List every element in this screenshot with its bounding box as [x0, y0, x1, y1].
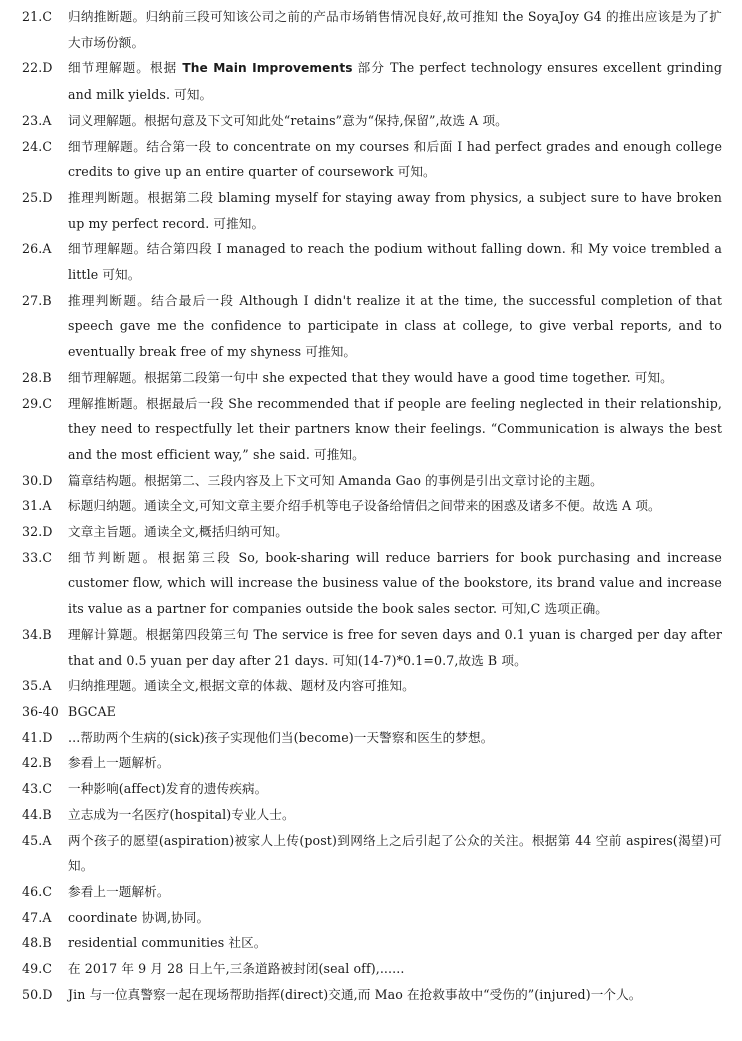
text-segment: 推理判断题。结合最后一段 Although I didn't realize it at the time, the successful completion of that speech gave me the confidence to participate in class at college, to give verbal reports, and to eventually break free of my shyness 可推知。	[68, 292, 722, 360]
answer-item	[22, 725, 722, 751]
answer-item	[22, 956, 722, 982]
text-segment: 细节理解题。根据第二段第一句中 she expected that they would have a good time together. 可知。	[68, 369, 673, 385]
explanation-text	[68, 493, 722, 519]
text-segment: 部分 The perfect technology ensures excellent grinding and milk yields. 可知。	[68, 60, 722, 103]
explanation-text	[68, 4, 722, 55]
answer-item	[22, 622, 722, 673]
text-segment: 在 2017 年 9 月 28 日上午,三条道路被封闭(seal off),......	[68, 961, 405, 977]
bold-heading-ref: The Main Improvements	[182, 61, 353, 76]
answer-item	[22, 802, 722, 828]
text-segment: 归纳推断题。归纳前三段可知该公司之前的产品市场销售情况良好,故可推知 the SoyaJoy G4 的推出应该是为了扩大市场份额。	[68, 9, 722, 50]
answer-item	[22, 493, 722, 519]
text-segment: 细节理解题。结合第四段 I managed to reach the podium without falling down. 和 My voice trembled a little 可知。	[68, 241, 722, 283]
explanation-text	[68, 930, 722, 956]
explanation-text	[68, 905, 722, 931]
explanation-text	[68, 802, 722, 828]
question-number: 25.D	[22, 189, 53, 205]
text-segment: ...帮助两个生病的(sick)孩子实现他们当(become)一天警察和医生的梦想。	[68, 729, 494, 745]
answer-item	[22, 930, 722, 956]
text-segment: 推理判断题。根据第二段 blaming myself for staying away from physics, a subject sure to have broken up my perfect record. 可推知。	[68, 189, 722, 231]
explanation-text	[68, 828, 722, 879]
question-number: 44.B	[22, 806, 52, 822]
explanation-text	[68, 519, 722, 545]
question-number: 32.D	[22, 524, 53, 540]
answer-item	[22, 4, 722, 55]
explanation-text	[68, 108, 722, 134]
explanation-text	[68, 545, 722, 622]
answer-item	[22, 185, 722, 236]
answer-item	[22, 236, 722, 287]
question-number: 26.A	[22, 241, 52, 257]
question-number: 36-40	[22, 703, 59, 719]
text-segment: 细节判断题。根据第三段 So, book-sharing will reduce barriers for book purchasing and increase customer flow, which will increase the business value of the bookstore, its brand value and increase its value as a partner for companies outside the book sales sector. 可知,C 选项正确。	[68, 549, 722, 617]
answer-item	[22, 134, 722, 185]
text-segment: residential communities 社区。	[68, 935, 267, 951]
text-segment: 细节理解题。结合第一段 to concentrate on my courses 和后面 I had perfect grades and enough college credits to give up an entire quarter of coursework 可知。	[68, 138, 722, 180]
explanation-text	[68, 725, 722, 751]
explanation-text	[68, 365, 722, 391]
question-number: 48.B	[22, 935, 52, 951]
question-number: 47.A	[22, 909, 52, 925]
explanation-text	[68, 236, 722, 287]
explanation-text	[68, 879, 722, 905]
text-segment: 标题归纳题。通读全文,可知文章主要介绍手机等电子设备给情侣之间带来的困惑及诸多不便。故选 A 项。	[68, 498, 661, 514]
explanation-text	[68, 956, 722, 982]
question-number: 22.D	[22, 60, 53, 76]
question-number: 28.B	[22, 369, 52, 385]
answer-item	[22, 828, 722, 879]
explanation-text	[68, 699, 722, 725]
answer-item	[22, 391, 722, 468]
question-number: 50.D	[22, 986, 53, 1002]
answer-item	[22, 699, 722, 725]
answer-item	[22, 55, 722, 107]
answer-item	[22, 468, 722, 494]
question-number: 24.C	[22, 138, 53, 154]
question-number: 30.D	[22, 472, 53, 488]
text-segment: 文章主旨题。通读全文,概括归纳可知。	[68, 524, 288, 540]
question-number: 29.C	[22, 395, 53, 411]
explanation-text	[68, 776, 722, 802]
question-number: 33.C	[22, 549, 53, 565]
question-number: 41.D	[22, 729, 53, 745]
answer-item	[22, 519, 722, 545]
answer-item	[22, 905, 722, 931]
text-segment: 立志成为一名医疗(hospital)专业人士。	[68, 806, 295, 822]
answer-item	[22, 982, 722, 1008]
text-segment: BGCAE	[68, 703, 116, 719]
text-segment: 两个孩子的愿望(aspiration)被家人上传(post)到网络上之后引起了公众的关注。根据第 44 空前 aspires(渴望)可知。	[68, 832, 722, 874]
answer-item	[22, 288, 722, 365]
text-segment: 篇章结构题。根据第二、三段内容及上下文可知 Amanda Gao 的事例是引出文章讨论的主题。	[68, 472, 603, 488]
question-number: 34.B	[22, 626, 52, 642]
text-segment: coordinate 协调,协同。	[68, 909, 210, 925]
answer-item	[22, 776, 722, 802]
explanation-text	[68, 622, 722, 673]
text-segment: 参看上一题解析。	[68, 883, 170, 899]
question-number: 46.C	[22, 883, 53, 899]
text-segment: 细节理解题。根据	[68, 60, 183, 76]
question-number: 42.B	[22, 755, 52, 771]
explanation-text	[68, 750, 722, 776]
text-segment: 归纳推理题。通读全文,根据文章的体裁、题材及内容可推知。	[68, 678, 415, 694]
explanation-text	[68, 55, 722, 107]
explanation-text	[68, 468, 722, 494]
explanation-text	[68, 288, 722, 365]
text-segment: Jin 与一位真警察一起在现场帮助指挥(direct)交通,而 Mao 在抢救事故中“受伤的”(injured)一个人。	[68, 986, 642, 1002]
question-number: 43.C	[22, 781, 53, 797]
answer-item	[22, 365, 722, 391]
question-number: 35.A	[22, 678, 52, 694]
answer-item	[22, 108, 722, 134]
answer-item	[22, 545, 722, 622]
question-number: 27.B	[22, 292, 52, 308]
text-segment: 理解推断题。根据最后一段 She recommended that if people are feeling neglected in their relationship, they need to respectfully let their partners know their feelings. “Communication is always the best and the most efficient way,” she said. 可推知。	[68, 395, 722, 462]
explanation-text	[68, 185, 722, 236]
question-number: 23.A	[22, 112, 52, 128]
question-number: 21.C	[22, 9, 53, 24]
question-number: 45.A	[22, 832, 52, 848]
answer-item	[22, 750, 722, 776]
answer-explanations	[22, 4, 722, 1007]
question-number: 49.C	[22, 961, 53, 977]
answer-item	[22, 879, 722, 905]
explanation-text	[68, 134, 722, 185]
text-segment: 参看上一题解析。	[68, 755, 170, 771]
explanation-text	[68, 391, 722, 468]
text-segment: 词义理解题。根据句意及下文可知此处“retains”意为“保持,保留”,故选 A 项。	[68, 112, 508, 128]
answer-item	[22, 673, 722, 699]
text-segment: 一种影响(affect)发育的遗传疾病。	[68, 781, 268, 797]
explanation-text	[68, 673, 722, 699]
explanation-text	[68, 982, 722, 1008]
text-segment: 理解计算题。根据第四段第三句 The service is free for seven days and 0.1 yuan is charged per day after that and 0.5 yuan per day after 21 days. 可知(14-7)*0.1=0.7,故选 B 项。	[68, 626, 722, 668]
question-number: 31.A	[22, 498, 52, 514]
